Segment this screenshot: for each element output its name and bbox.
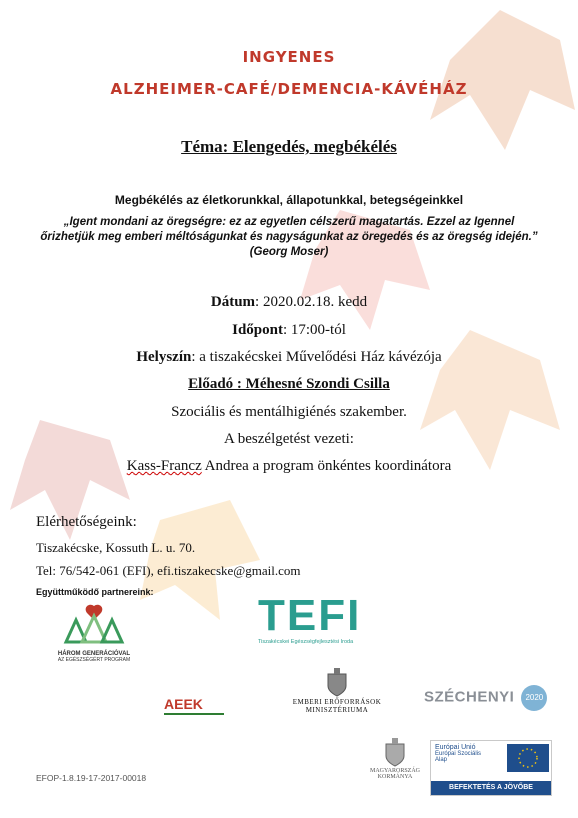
contact-address: Tiszakécske, Kossuth L. u. 70.: [36, 540, 196, 555]
theme-heading: Téma: Elengedés, megbékélés: [181, 137, 397, 156]
eu-funding-logo: [430, 740, 552, 796]
moderator-name: Kass-Francz: [126, 458, 202, 474]
subtitle: Megbékélés az életkorunkkal, állapotunkkal, betegségeinkkel: [114, 193, 464, 207]
year-badge: 2020: [521, 685, 547, 711]
quote-author: (Georg Moser): [249, 246, 329, 258]
date-value: : 2020.02.18. kedd: [255, 294, 368, 310]
quote-line-1: „Igent mondani az öregségre: ez az egyetlen célszerű magatartás. Ezzel az Igennel: [63, 216, 515, 228]
emmi-line2: MINISZTÉRIUMA: [305, 706, 369, 714]
gov-line1: MAGYARORSZÁG: [369, 768, 420, 774]
coat-of-arms-icon: [384, 738, 406, 768]
contact-phone-email: Tel: 76/542-061 (EFI), efi.tiszakecske@gmail.com: [36, 563, 301, 578]
moderator-line: [0, 458, 578, 475]
place-value: : a tiszakécskei Művelődési Ház kávézója: [191, 349, 442, 365]
partners-label: Együttműködő partnereink:: [36, 587, 154, 597]
date-line: [0, 294, 578, 311]
contact-title: Elérhetőségeink:: [36, 514, 137, 530]
harom-generacioval-logo: [44, 602, 144, 670]
event-title: ALZHEIMER-CAFÉ/DEMENCIA-KÁVÉHÁZ: [110, 80, 468, 98]
harom-line2: AZ EGÉSZSÉGÉRT PROGRAM: [57, 657, 131, 663]
moderator-intro: A beszélgetést vezeti:: [224, 431, 354, 447]
tefi-text: TEFI: [258, 591, 362, 640]
aeek-text: AEEK: [164, 696, 203, 712]
time-value: : 17:00-tól: [282, 322, 346, 338]
emmi-logo: [282, 668, 392, 726]
place-label: Helyszín: [136, 349, 192, 365]
quote: [0, 215, 578, 260]
tefi-subtitle: Tiszakécskei Egészségfejlesztési Iroda: [258, 639, 354, 645]
eu-banner: BEFEKTETÉS A JÖVŐBE: [431, 781, 551, 795]
szechenyi-2020-logo: [424, 685, 554, 719]
coat-of-arms-icon: [325, 668, 349, 698]
place-line: [0, 349, 578, 366]
magyarorszag-kormanya-logo: [360, 738, 430, 798]
harom-line1: HÁROM GENERÁCIÓVAL: [57, 651, 131, 657]
tefi-logo: [258, 593, 398, 651]
eu-flag-icon: [507, 744, 549, 772]
eu-line2: Európai Szociális: [435, 751, 482, 757]
quote-line-2: őrizhetjük meg emberi méltóságunkat és nagyságunkat az öregedés és az öregség idején.”: [40, 231, 538, 243]
time-line: [0, 322, 578, 339]
eu-text: [435, 744, 481, 763]
free-label: INGYENES: [242, 48, 336, 66]
szechenyi-text: SZÉCHENYI: [424, 688, 515, 706]
aeek-logo: [164, 697, 234, 719]
project-code: EFOP-1.8.19-17-2017-00018: [36, 773, 147, 783]
time-label: Időpont: [232, 322, 283, 338]
moderator-rest: Andrea a program önkéntes koordinátora: [201, 458, 452, 474]
speaker-role: Szociális és mentálhigiénés szakember.: [171, 404, 407, 420]
gov-line2: KORMÁNYA: [377, 774, 413, 780]
emmi-line1: EMBERI ERŐFORRÁSOK: [292, 698, 382, 706]
aeek-underline: [164, 713, 224, 715]
date-label: Dátum: [210, 294, 256, 310]
tree-icon: [44, 602, 144, 646]
eu-line3: Alap: [435, 757, 448, 763]
speaker-line: Előadó : Méhesné Szondi Csilla: [188, 376, 390, 392]
eu-line1: Európai Unió: [435, 744, 476, 751]
